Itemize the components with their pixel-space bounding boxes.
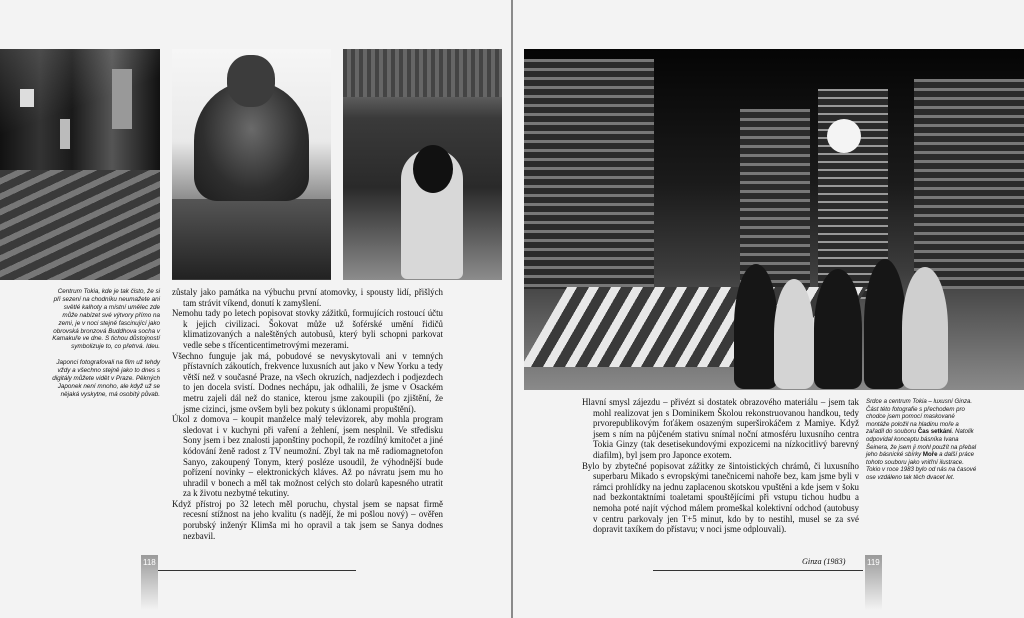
left-photo-caption: [52, 288, 160, 407]
ginza-night-photo: [524, 49, 1024, 390]
body-paragraph: Hlavní smysl zájezdu – přivézt si dostatek obrazového materiálu – jsem tak mohl realizovat jen s Dominikem Školou rekonstruovanou handkou, tedy prvorepublikovým foťákem osazeným superširokáčem z Mamiye. Když jsem s ním na půjčeném stativu snímal noční atmosféru luxusního centra Tokia Ginzy (tak desetisekundovými expozicemi na nízkocitlivý barevný diafilm), byl jsem pro Japonce exotem.: [582, 397, 859, 460]
page-number: 119: [867, 558, 880, 567]
body-paragraph: Všechno funguje jak má, pobudové se nevyskytovali ani v temných přístavních zákoutích, frekvence luxusních aut jako v New Yorku a tedy větší než v současné Praze, na všech okruzích, nadjezdech i podjezdech to jen docela svistí. Dodnes nechápu, jak odhalili, že jsme v Osackém metru zajeli dál než do stanice, kterou jsme zakoupili (po zjištění, že jsme cizinci, jsme ovšem byli bez pokuty s úklonami propuštění).: [172, 350, 443, 414]
right-body-text: [582, 397, 859, 535]
footer-rule: [158, 570, 356, 571]
buddha-statue-photo: [172, 49, 331, 280]
running-title: Ginza (1983): [802, 557, 846, 566]
body-paragraph: zůstaly jako památka na výbuchu první atomovky, i spousty lidí, přišlých tam strávit víkend, donutí k zamyšlení.: [172, 287, 443, 308]
body-paragraph: Bylo by zbytečné popisovat zážitky ze šintoistických chrámů, či luxusního superbaru Mikado s evropskými tanečnicemi nahoře bez, kam jsme byli v rámci prohlídky na jednu zaplacenou skotskou vpuštěni a kde jsem v šoku nad bezkontaktními toaletami spouštějícími při vstupu tichou hudbu a nemoha poté najít východ málem promeškal kolektivní odchod (autobusy v centru parkovaly jen T+5 minut, kdo by to nestihl, musel se za své dopravit taxíkem do přístavu; v noci jsme odplouvali).: [582, 460, 859, 535]
footer-rule: [653, 570, 863, 571]
left-page: [0, 0, 511, 618]
series-title: Čas setkání: [917, 428, 952, 436]
right-photo-caption: Srdce a centrum Tokia – luxusní Ginza. Část této fotografie s přechodem pro chodce jsem pomocí maskované montáže položil na hladinu moře a zařadil do souboru Čas setkání. Natolik odpovídal konceptu básníka Ivana Šeinera, že jsem ji mohl použít na přebal jeho básnické sbírky Moře a další práce tohoto souboru jako vnitřní ilustrace. Tokio v roce 1983 bylo od nás na časové ose vzdáleno tak těch dvacet let.: [866, 398, 977, 481]
caption-paragraph: Japonci fotografovali na film už tehdy vždy a všechno stejně jako to dnes s digitály můžete vidět v Praze. Pěkných Japonek není mnoho, ale když už se nějaká vyskytne, má osobitý půvab.: [52, 359, 160, 398]
caption-paragraph: Centrum Tokia, kde je tak čisto, že si při sezení na chodníku neumažete ani světlé kalhoty a místní umělec zde může nabízet své výtvory přímo na zemi, je v noci stejně fascinující jako obrovská bronzová Buddhova socha v Kamakuře ve dne. S tichou důstojností symbolizuje to, co přetrvá. Ideu.: [52, 288, 160, 351]
tokyo-street-photo: [0, 49, 160, 280]
book-title: Moře: [922, 451, 938, 459]
body-paragraph: Když přístroj po 32 letech měl poruchu, chystal jsem se napsat firmě recesní stížnost na jeho kvalitu (s nadějí, že mi pošlou nový) – ověřen porubský inženýr Klimša mi ho opravil a tak jsem se Sanya dodnes nezbavil.: [172, 498, 443, 541]
body-paragraph: Nemohu tady po letech popisovat stovky zážitků, formujících rostoucí účtu k jejich civilizaci. Šokovat může už šoférské umění řidičů klimatizovaných a naleštěných autobusů, který byli schopni parkovat vedle sebe s třícenticentimetrovými mezerami.: [172, 308, 443, 350]
page-number: 118: [143, 558, 156, 567]
body-paragraph: Úkol z domova – koupit manželce malý televizorek, aby mohla program sledovat i v kuchyni při vaření a žehlení, jsem nesplnil. Ve středisku Sony jsem i bez znalosti japonštiny pochopil, že rozdílný kmitočet a jiné kódování ženě radost z TV neumožní. Zbyl tak na mě radiomagnetofon Sanyo, zakoupený Tonym, který posléze usoudil, že výhodnější bude pořízení novinky – elektronických kláves. Až po návratu jsem mu ho uhradil v bonech a měl tak možnost celých sto dolarů kapesného utratit za k životu nezbytné tekutiny.: [172, 414, 443, 499]
left-body-text: [172, 287, 443, 541]
right-page: [513, 0, 1024, 618]
temple-woman-photo: [343, 49, 502, 280]
